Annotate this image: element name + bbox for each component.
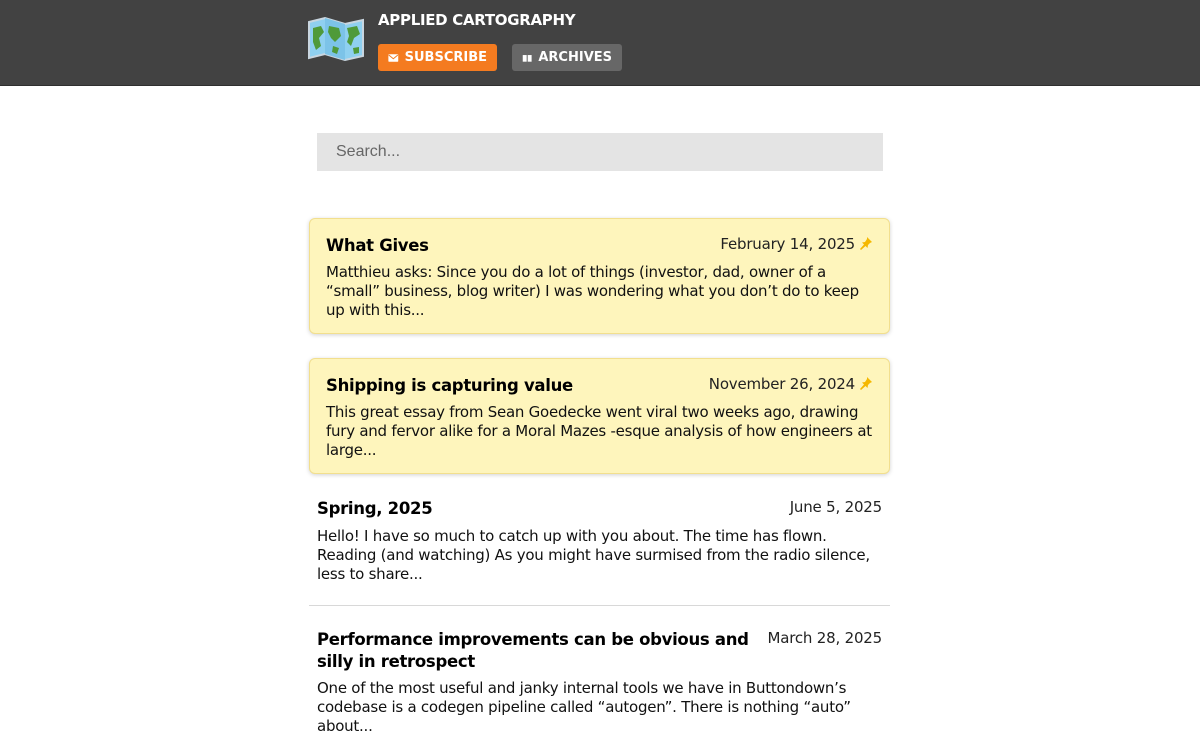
post-title[interactable]: What Gives [326,236,429,255]
post-title[interactable]: Performance improvements can be obvious and silly in retrospect [317,630,749,671]
search-input[interactable] [317,133,883,171]
post-date: June 5, 2025 [789,498,882,516]
post-title[interactable]: Shipping is capturing value [326,376,573,395]
archives-button[interactable] [512,44,622,71]
pin-icon [859,376,873,390]
envelope-icon [388,52,399,64]
post-title[interactable]: Spring, 2025 [317,499,433,518]
post-excerpt: Hello! I have so much to catch up with you about. The time has flown. Reading (and watching) As you might have surmised from the radio silence, less to share... [317,527,870,583]
post-excerpt: Matthieu asks: Since you do a lot of things (investor, dad, owner of a “small” business, blog writer) I was wondering what you don’t do to keep up with this... [326,263,859,319]
site-title[interactable]: APPLIED CARTOGRAPHY [378,11,576,29]
open-book-icon [522,52,532,64]
pinned-post-card[interactable] [309,218,890,334]
folded-map-icon[interactable] [307,16,365,62]
post-date: November 26, 2024 [708,375,855,393]
post-excerpt: This great essay from Sean Goedecke went viral two weeks ago, drawing fury and fervor alike for a Moral Mazes -esque analysis of how engineers at large... [326,403,872,459]
post-date: February 14, 2025 [720,235,855,253]
archives-label: ARCHIVES [538,50,612,65]
subscribe-label: SUBSCRIBE [404,50,487,65]
post-list-item[interactable] [309,490,890,606]
pin-icon [859,236,873,250]
subscribe-button[interactable] [378,44,497,71]
post-excerpt: One of the most useful and janky internal tools we have in Buttondown’s codebase is a codegen pipeline called “autogen”. There is nothing “auto” about... [317,679,851,735]
pinned-post-card[interactable] [309,358,890,474]
site-header [0,0,1200,86]
post-list-item[interactable] [309,620,890,749]
post-date: March 28, 2025 [767,629,882,647]
